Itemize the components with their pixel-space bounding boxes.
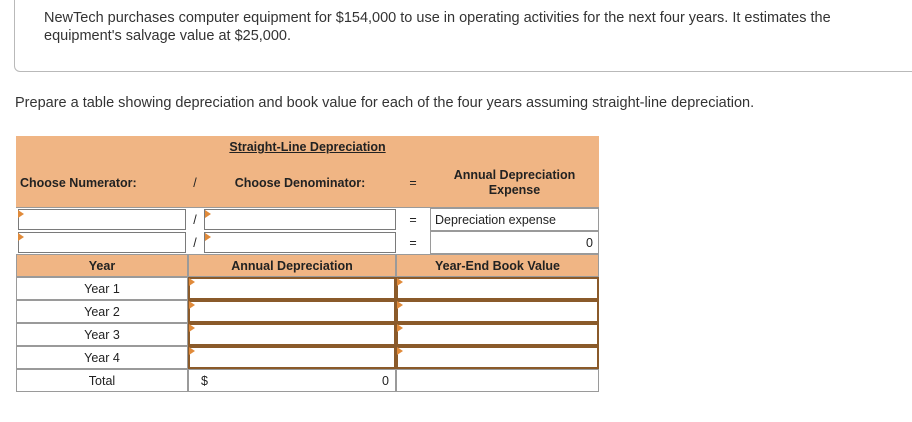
divide-symbol-header: / xyxy=(186,158,204,208)
book-value-input-year-4[interactable] xyxy=(396,346,599,369)
result-cell-2: 0 xyxy=(430,231,599,254)
total-book-value-cell xyxy=(396,369,599,392)
dropdown-flag-icon xyxy=(205,210,211,218)
denominator-input-1[interactable] xyxy=(204,209,396,230)
book-value-input-year-2[interactable] xyxy=(396,300,599,323)
year-label: Year 1 xyxy=(16,277,188,300)
annual-depreciation-input-year-1[interactable] xyxy=(188,277,396,300)
dropdown-flag-icon xyxy=(397,278,403,286)
problem-statement: NewTech purchases computer equipment for $154,000 to use in operating activities for the next four years. It estimates the equipment's salvage value at $25,000. xyxy=(44,10,831,44)
dropdown-flag-icon xyxy=(205,233,211,241)
depreciation-table xyxy=(16,136,599,392)
numerator-input-2[interactable] xyxy=(18,232,186,253)
instruction-text: Prepare a table showing depreciation and book value for each of the four years assuming straight-line depreciation. xyxy=(15,95,755,111)
dropdown-flag-icon xyxy=(189,278,195,286)
divide-symbol: / xyxy=(193,235,197,250)
annual-depreciation-input-year-3[interactable] xyxy=(188,323,396,346)
numerator-input-1[interactable] xyxy=(18,209,186,230)
book-value-header: Year-End Book Value xyxy=(396,254,599,277)
table-title: Straight-Line Depreciation xyxy=(229,140,386,154)
dropdown-flag-icon xyxy=(189,347,195,355)
annual-depreciation-input-year-4[interactable] xyxy=(188,346,396,369)
equals-symbol: = xyxy=(409,212,417,227)
currency-symbol: $ xyxy=(201,373,208,388)
book-value-input-year-3[interactable] xyxy=(396,323,599,346)
equals-symbol: = xyxy=(409,235,417,250)
denominator-header: Choose Denominator: xyxy=(204,158,396,208)
dropdown-flag-icon xyxy=(189,301,195,309)
annual-depreciation-header: Annual Depreciation xyxy=(188,254,396,277)
total-depreciation-cell xyxy=(188,369,396,392)
result-cell-1: Depreciation expense xyxy=(430,208,599,231)
denominator-input-2[interactable] xyxy=(204,232,396,253)
result-header: Annual Depreciation Expense xyxy=(430,158,599,208)
total-label: Total xyxy=(16,369,188,392)
dropdown-flag-icon xyxy=(189,324,195,332)
dropdown-flag-icon xyxy=(397,301,403,309)
dropdown-flag-icon xyxy=(397,347,403,355)
divide-symbol: / xyxy=(193,212,197,227)
equals-symbol-header: = xyxy=(396,158,430,208)
dropdown-flag-icon xyxy=(18,233,24,241)
year-label: Year 3 xyxy=(16,323,188,346)
year-label: Year 4 xyxy=(16,346,188,369)
year-label: Year 2 xyxy=(16,300,188,323)
dropdown-flag-icon xyxy=(18,210,24,218)
numerator-header: Choose Numerator: xyxy=(16,158,186,208)
year-column-header: Year xyxy=(16,254,188,277)
table-title-row xyxy=(16,136,599,158)
dropdown-flag-icon xyxy=(397,324,403,332)
annual-depreciation-input-year-2[interactable] xyxy=(188,300,396,323)
book-value-input-year-1[interactable] xyxy=(396,277,599,300)
total-depreciation-value: 0 xyxy=(382,373,389,388)
